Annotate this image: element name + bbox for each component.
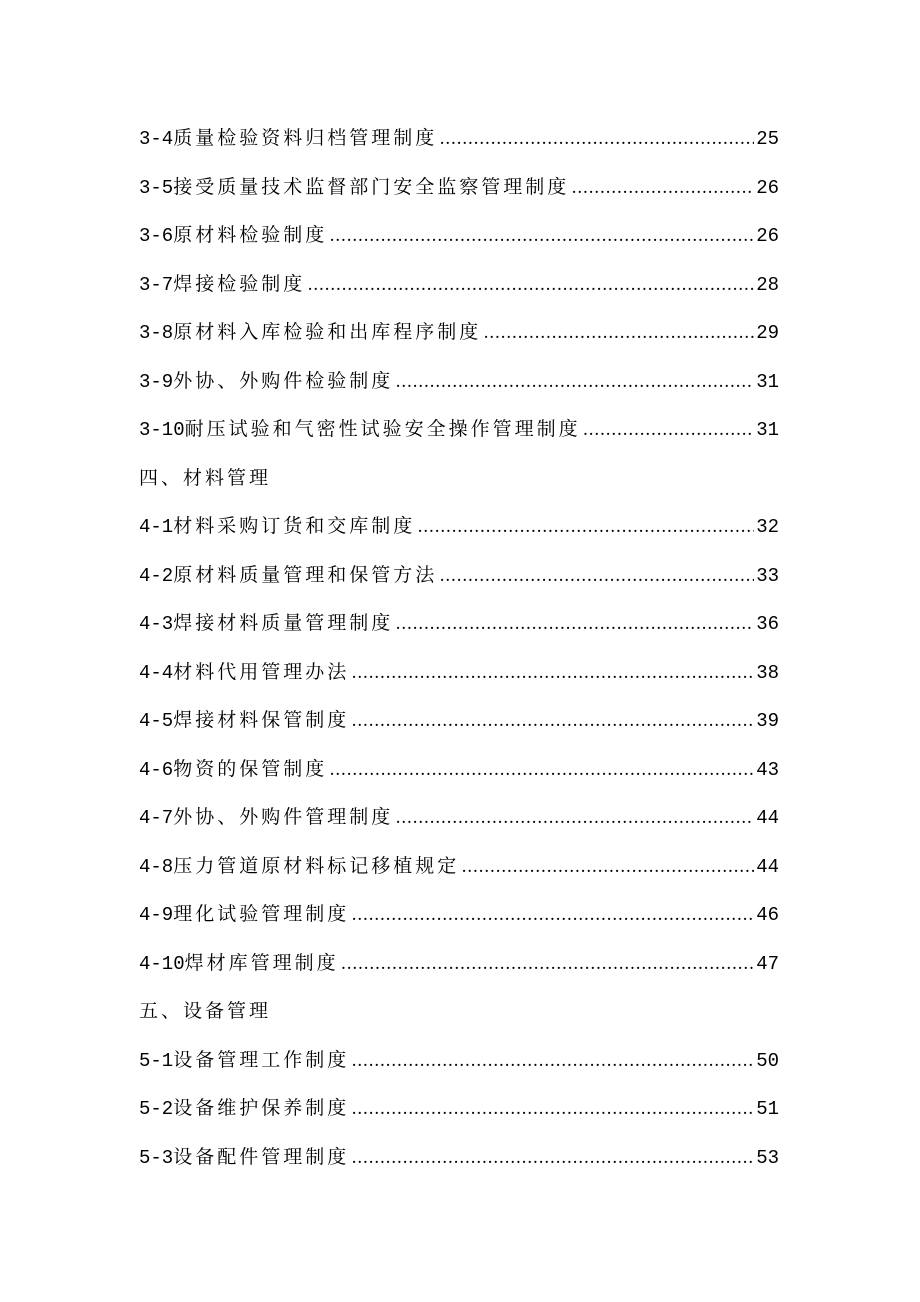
toc-entry-number: 3-6: [139, 225, 174, 247]
toc-page-number: 51: [756, 1098, 779, 1120]
toc-dot-leader: [571, 164, 754, 212]
toc-section-heading: [139, 454, 779, 503]
toc-page-number: 47: [756, 952, 779, 975]
toc-dot-leader: [329, 212, 754, 260]
toc-entry-number: 3-8: [139, 322, 174, 344]
toc-entry-title: 焊接材料保管制度: [173, 709, 350, 731]
toc-dot-leader: [351, 697, 754, 745]
toc-entry: [139, 793, 779, 842]
table-of-contents: [139, 114, 779, 1181]
toc-entry: [139, 745, 779, 794]
toc-entry-title: 接受质量技术监督部门安全监察管理制度: [173, 175, 570, 198]
toc-entry-number: 3-7: [139, 273, 174, 296]
toc-page-number: 25: [756, 128, 779, 150]
toc-entry-title: 材料采购订货和交库制度: [173, 515, 416, 537]
toc-entry: [139, 842, 779, 891]
toc-entry-number: 4-7: [139, 807, 174, 829]
toc-entry-number: 4-9: [139, 904, 174, 926]
toc-page-number: 53: [756, 1146, 779, 1169]
toc-entry-title: 设备维护保养制度: [173, 1097, 350, 1119]
toc-dot-leader: [351, 1085, 754, 1133]
toc-page-number: 46: [756, 904, 779, 926]
toc-entry-title: 理化试验管理制度: [173, 903, 350, 925]
toc-page-number: 28: [756, 273, 779, 296]
toc-page-number: 44: [756, 855, 779, 878]
toc-entry-number: 4-5: [139, 710, 174, 732]
toc-entry: [139, 260, 779, 309]
toc-entry: [139, 599, 779, 648]
toc-entry: [139, 1084, 779, 1133]
toc-entry-title: 原材料入库检验和出库程序制度: [173, 321, 482, 343]
toc-entry-title: 焊接检验制度: [173, 272, 306, 295]
toc-page-number: 32: [756, 516, 779, 538]
toc-dot-leader: [439, 115, 754, 163]
toc-page-number: 38: [756, 661, 779, 684]
toc-page-number: 26: [756, 225, 779, 247]
toc-entry-title: 设备管理工作制度: [173, 1048, 350, 1071]
toc-page-number: 44: [756, 807, 779, 829]
toc-dot-leader: [395, 794, 754, 842]
toc-entry: [139, 163, 779, 212]
toc-entry-title: 物资的保管制度: [173, 757, 328, 780]
toc-entry-number: 4-1: [139, 516, 174, 538]
toc-dot-leader: [439, 552, 754, 600]
toc-entry-title: 质量检验资料归档管理制度: [173, 127, 438, 149]
toc-entry: [139, 551, 779, 600]
toc-entry: [139, 1133, 779, 1182]
toc-page-number: 36: [756, 613, 779, 635]
toc-entry-title: 压力管道原材料标记移植规定: [173, 854, 460, 877]
toc-entry-number: 4-4: [139, 661, 174, 684]
toc-entry-title: 外协、外购件检验制度: [173, 369, 394, 392]
toc-entry: [139, 890, 779, 939]
toc-entry: [139, 405, 779, 454]
toc-entry-number: 3-5: [139, 176, 174, 199]
toc-entry: [139, 502, 779, 551]
toc-dot-leader: [351, 1134, 754, 1182]
toc-entry-number: 3-10: [139, 419, 185, 441]
toc-entry-title: 设备配件管理制度: [173, 1145, 350, 1168]
toc-dot-leader: [395, 358, 754, 406]
toc-entry-title: 焊材库管理制度: [184, 951, 339, 974]
toc-page-number: 39: [756, 710, 779, 732]
toc-dot-leader: [329, 746, 754, 794]
toc-heading-title: 五、设备管理: [139, 1000, 272, 1022]
toc-entry: [139, 308, 779, 357]
toc-entry-title: 耐压试验和气密性试验安全操作管理制度: [184, 418, 581, 440]
toc-dot-leader: [417, 503, 754, 551]
toc-entry-number: 5-1: [139, 1049, 174, 1072]
toc-entry: [139, 648, 779, 697]
toc-heading-title: 四、材料管理: [139, 466, 272, 489]
toc-dot-leader: [351, 1037, 754, 1085]
toc-page-number: 50: [756, 1049, 779, 1072]
toc-entry: [139, 357, 779, 406]
toc-entry-title: 材料代用管理办法: [173, 660, 350, 683]
toc-page-number: 43: [756, 758, 779, 781]
toc-entry: [139, 1036, 779, 1085]
toc-page-number: 31: [756, 419, 779, 441]
toc-entry-number: 5-3: [139, 1146, 174, 1169]
toc-entry: [139, 939, 779, 988]
toc-dot-leader: [461, 843, 754, 891]
toc-entry: [139, 211, 779, 260]
toc-dot-leader: [583, 406, 755, 454]
toc-entry-number: 5-2: [139, 1098, 174, 1120]
toc-entry-title: 原材料质量管理和保管方法: [173, 563, 438, 586]
toc-dot-leader: [483, 309, 754, 357]
toc-page-number: 33: [756, 564, 779, 587]
toc-entry: [139, 696, 779, 745]
toc-entry-number: 4-3: [139, 613, 174, 635]
toc-page-number: 26: [756, 176, 779, 199]
toc-entry-number: 4-10: [139, 952, 185, 975]
toc-dot-leader: [307, 261, 754, 309]
toc-entry-number: 4-8: [139, 855, 174, 878]
toc-dot-leader: [351, 891, 754, 939]
toc-page-number: 31: [756, 370, 779, 393]
toc-entry-number: 4-2: [139, 564, 174, 587]
toc-entry-title: 焊接材料质量管理制度: [173, 612, 394, 634]
toc-entry-title: 外协、外购件管理制度: [173, 806, 394, 828]
toc-entry-number: 3-4: [139, 128, 174, 150]
toc-entry-title: 原材料检验制度: [173, 224, 328, 246]
toc-dot-leader: [351, 649, 754, 697]
toc-dot-leader: [341, 940, 755, 988]
toc-page-number: 29: [756, 322, 779, 344]
toc-section-heading: [139, 987, 779, 1036]
toc-entry-number: 4-6: [139, 758, 174, 781]
toc-entry-number: 3-9: [139, 370, 174, 393]
toc-dot-leader: [395, 600, 754, 648]
toc-entry: [139, 114, 779, 163]
